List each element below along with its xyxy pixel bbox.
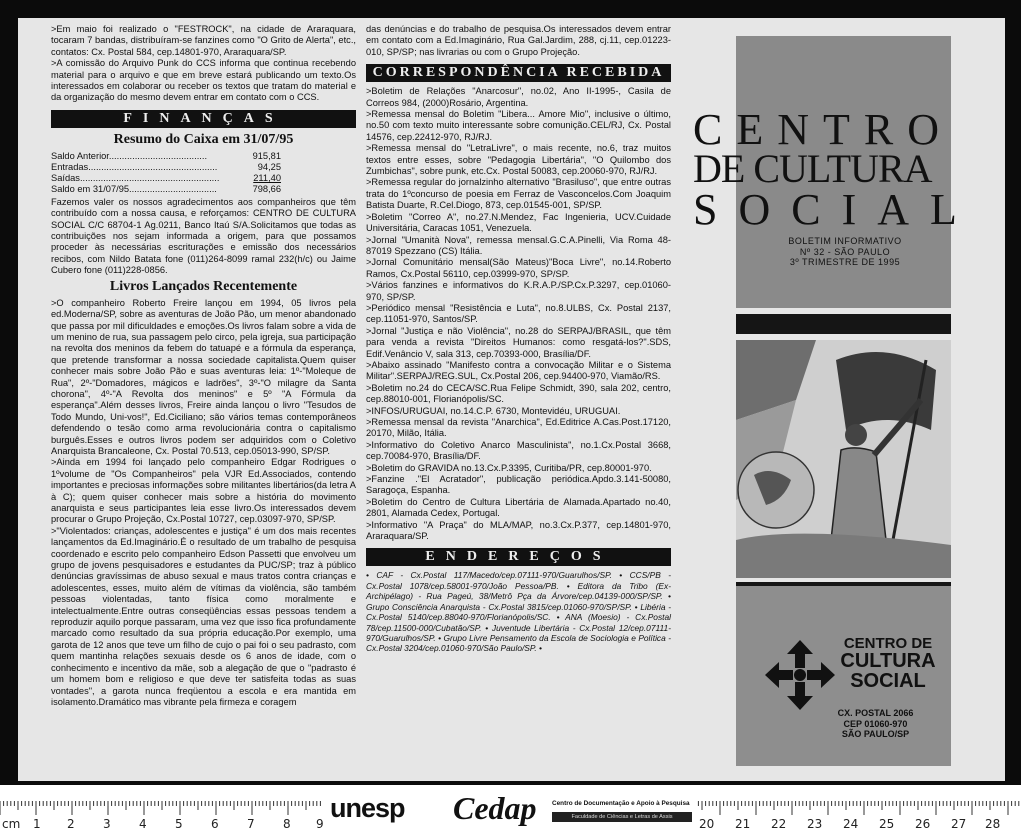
list-item: >Abaixo assinado "Manifesto contra a convocação Militar e o Sistema Militar".SERPAJ/REG.SUL, Cx.Postal 206, cep.94400-970, Viamão/RS. [366,359,671,382]
list-item: >Boletim de Relações "Anarcosur", no.02, Ano II-1995-, Casila de Correos 984, (2000)Rosário, Argentina. [366,86,671,108]
postal-line: CX. POSTAL 2066 [837,708,914,718]
paragraph: >Ainda em 1994 foi lançado pelo companheiro Edgar Rodrigues o 1ºvolume de "Os Companheiros" pela VJR Ed.Associados, contendo importantes e preciosas informações sobre militantes libertários(da letra A à C); quem quiser conhecer mais sobre a história do movimento anarquista e seus participantes leia esse livro.Os interessados devem procurar o Grupo Projeção, Cx.Postal 10727, cep.03097-970, SP/SP. [51,457,356,525]
caixa-label: Saldo em 31/07/95.................................. [51,183,217,194]
list-item: >Remessa mensal da revista "Anarchica", Ed.Editrice A.Cas.Post.17120, 20170, Milão, Itália. [366,417,671,439]
list-item: >Boletim "Correo A", no.27.N.Mendez, Fac Ingenieria, UCV.Cuidade Universitária, Caracas 1051, Venezuela. [366,211,671,234]
postal-address [823,708,928,740]
logo-line: CENTRO DE [843,635,933,652]
ruler-number: 5 [175,817,183,831]
ruler-number: 1 [33,817,41,831]
ruler-number: 2 [67,817,75,831]
list-item: >Jornal "Justiça e não Violência", no.28 do SERPAJ/BRASIL, que têm para venda a revista "Direitos Humanos: como resgatá-los?".SDS, Edif.Venâncio V, sala 313, cep.70393-000, Brasília/DF. [366,325,671,359]
cover-panel [683,18,1005,781]
paragraph: Fazemos valer os nossos agradecimentos aos companheiros que têm contribuído com a nossa causa, e reforçamos: CENTRO DE CULTURA SOCIAL C/C 68704-1 Ag.0211, Banco Itaú S/A.Solicitamos que todas as contribuições nos sejam informada a origem, para que possamos proceder às necessárias escriturações e emissão dos necessários recibos, com Nildo Batata fone (011)264-8099 ramal 232(h/c) ou Jaime Cubero fone (011)228-0856. [51,196,356,276]
ruler-number: 3 [103,817,111,831]
correspondencia-heading: CORRESPONDÊNCIA RECEBIDA [366,64,671,82]
paragraph: >O companheiro Roberto Freire lançou em 1994, 05 livros pela ed.Moderna/SP, sobre as aventuras de João Pão, um menor abandonado que passa por mil dificuldades e emoções.Os livros falam sobre a vida de um menino de rua, sua passagem pelo circo, pela igreja, sua participação na revolta dos meninos da febem do tatuapé e a fórmula da esperança, que pretende transformar a nossa sociedade capitalista.Quem quiser conhecer mais sobre João Pão e suas aventuras leia: 1º-"Moleque de Rua", 2º-"Domadores, mágicos e ladrões", 3º-"O milagre da Santa chorona", 4º-"A Revolta dos meninos" e 5º "A Fórmula da esperança".Além desses livros, Freire ainda lançou o livro "Tesudos de Todo Mundo, Uni-vos!", Ed.Ciciliano; são vários temas contemporâneos defendendo o tesão como arma revolucionária contra o capitalismo burguês.Esses e outros livros podem ser adquiridos com o Coletivo Anarquista Brancaleone, Cx. Postal 70.513, cep.05013-990, SP/SP. [51,297,356,456]
caixa-label: Saídas...................................................... [51,172,220,183]
postal-line: CEP 01060-970 [843,718,908,729]
logo-line: SOCIAL [850,670,926,692]
left-column [51,24,356,708]
list-item: >Periódico mensal "Resistência e Luta", no.8.ULBS, Cx. Postal 2137, cep.11051-970, Santos/SP. [366,302,671,325]
issue-line: Nº 32 - SÃO PAULO [799,246,891,257]
caixa-label: Saldo Anterior...................................... [51,150,208,161]
caixa-label: Entradas.................................................. [51,161,218,172]
list-item: >Informativo "A Praça" do MLA/MAP, no.3.Cx.P.377, cep.14801-970, Araraquara/SP. [366,519,671,542]
title-line: SOCIAL [693,185,978,234]
ruler-number: 20 [699,817,715,831]
ruler-number: 25 [879,817,895,831]
list-item: >Vários fanzines e informativos do K.R.A.P./SP.Cx.P.3297, cep.01060-970, SP/SP. [366,280,671,302]
table-row [51,151,281,162]
logo-wordmark [833,636,943,691]
ruler-number: 6 [211,817,219,831]
ruler-number: 24 [843,817,859,831]
document-page [18,18,1005,781]
ruler-number: 9 [316,817,324,831]
ruler-number: 23 [807,817,823,831]
unesp-logo: unesp [330,793,405,823]
list-item: >Informativo do Coletivo Anarco Masculinista", no.1.Cx.Postal 3668, cep.70084-970, Brasília/DF. [366,439,671,462]
list-item: >Remessa mensal do "LetraLivre", o mais recente, no.6, traz muitos textos entre esses, sobre "Pedagogia Libertária", "O Quilombo dos Zumbichas", sobre punk, etc.Cx. Postal 50083, cep.20060-970, RJ/RJ. [366,143,671,177]
paragraph: >A comissão do Arquivo Punk do CCS informa que continua recebendo material para o arquivo e que em breve estará publicando um texto.Os interessados em colaborar ou receber os textos que tratam do material e da organização do mesmo devem entrar em contato com o CCS. [51,58,356,103]
middle-column [366,24,671,654]
caixa-value: 211,40 [253,172,281,183]
title-line: DE CULTURA [693,146,932,191]
ruler-number: 8 [283,817,291,831]
ruler-number: 7 [247,817,255,831]
ruler-number: 26 [915,817,931,831]
ruler-number: 21 [735,817,751,831]
paragraph: >"Violentados: crianças, adolescentes e justiça" é um dos mais recentes lançamentos da Ed.Imaginário.É o resultado de um trabalho de pesquisa coordenado e escrito pelo companheiro Edson Passetti que envolveu um grupo de jovens pesquisadores e estudantes da PUC/SP; traz à público denúncias gravíssimas de abuso sexual e maus tratos contra crianças e adolescentes, esses, muito além de vítimas da violência, são também pessoas violentadas, tanto física como moralmente e intelectualmente.Entre outras conseqüências essas pessoas tendem a reproduzir aquilo porque passaram, uma vez que isso fica profundamente marcado como resultado da sua própria educação.Por exemplo, uma garota de 12 anos que teve um filho de cujo o pai foi o seu padrasto, com quem mantinha relações sexuais desde os 6 anos de idade, com o conhecimento e incentivo da mãe, sob a alegação de que o "padrasto é um homem bom e religioso e que deve ter satisfeita todas as suas vontades", a garota nunca freqüentou a escola e era mantida em isolamento.Dramático mas vibrante pela firmeza e coragem [51,525,356,707]
cedap-caption: Centro de Documentação e Apoio à Pesquisa [552,800,690,807]
financas-heading: FINANÇAS [51,110,356,128]
list-item: >Remessa mensal do Boletim "Libera... Amore Mio", inclusive o último, no.50 com texto muito interessante sobre comunição.CEL/RJ, Cx. Postal 14576, cep.22412-970, RJ/RJ. [366,109,671,142]
table-row [51,162,281,173]
worker-flag-illustration [736,340,951,578]
caixa-value: 915,81 [252,150,281,161]
cedap-logo: Cedap [453,790,537,826]
title-line: CENTRO [693,105,953,154]
list-item: >Boletim do Centro de Cultura Libertária de Alamada.Apartado no.40, 2801, Alamada Cedex, Portugal. [366,496,671,519]
ccs-logo-icon [765,640,835,710]
list-item: >Boletim no.24 do CECA/SC.Rua Felipe Schmidt, 390, sala 202, centro, cep.88010-001, Florianópolis/SC. [366,382,671,405]
list-item: >Jornal "Umanità Nova", remessa mensal.G.C.A.Pinelli, Via Roma 48-87019 Spezzano (CS) Itália. [366,234,671,256]
cedap-subcaption: Faculdade de Ciências e Letras de Assis [552,812,692,822]
caixa-value: 94,25 [257,161,281,172]
caixa-heading: Resumo do Caixa em 31/07/95 [113,131,294,147]
list-item: >Fanzine ."El Acratador", publicação periódica.Apdo.3.141-50080, Saragoça, Espanha. [366,474,671,496]
illustration-icon [736,340,951,578]
ruler-number: 22 [771,817,787,831]
caixa-value: 798,66 [252,183,281,194]
list-item: >Remessa regular do jornalzinho alternativo "Brasiluso", que entre outras trata do 1ºconcurso de poesia em Ferraz de Vasconcelos.Com Joaquim Batista Duarte, R.Cel.Diogo, 873, cep.01545-001, SP/SP. [366,177,671,211]
issue-info [780,236,910,268]
list-item: >Boletim do GRAVIDA no.13.Cx.P.3395, Curitiba/PR, cep.80001-970. [366,462,652,473]
caixa-table [51,151,281,195]
paragraph: das denúncias e do trabalho de pesquisa.Os interessados devem entrar em contato com a Ed.Imaginário, Rua Gal.Jardim, 288, cj.11, cep.01223-010, SP/SP; nas livrarias ou com o Grupo Projeção. [366,24,671,57]
livros-heading: Livros Lançados Recentemente [109,278,298,294]
ruler-number: 28 [985,817,1001,831]
logo-line: CULTURA [840,650,936,672]
ruler-number: 4 [139,817,147,831]
divider-bar [736,314,951,334]
list-item: >INFOS/URUGUAI, no.14.C.P. 6730, Montevidéu, URUGUAI. [366,405,621,416]
address-list: • CAF - Cx.Postal 117/Macedo/cep.07111-970/Guarulhos/SP. • CCS/PB - Cx.Postal 1078/cep.58001-970/João Pessoa/PB. • Editora da Tribo (Ex-Archipélago) - Rua Pageú, 38/Metrô Pça da Árvore/cep.04139-000/SP/SP. • Grupo Consciência Anarquista - Cx.Postal 3815/cep.01060-970/SP/SP. • Libéria - Cx.Postal 5140/cep.88040-970/Florianópolis/SC. • ANA (Moesio) - Cx.Postal 78/cep.11500-000/Cubatão/SP. • Juventude Libertária - Cx.Postal 12/cep.07111-970/Guarulhos/SP. • Grupo Livre Pensamento da Escola de Sociologia e Política - Cx.Postal 3204/cep.01060-970/São Paulo/SP. • [366,570,671,654]
list-item: >Jornal Comunitário mensal(São Mateus)"Boca Livre", no.14.Roberto Ramos, Cx.Postal 56110, cep.03999-970, SP/SP. [366,257,671,279]
issue-line: BOLETIM INFORMATIVO [788,236,902,246]
ruler-unit: cm [2,817,21,831]
ruler-number: 27 [951,817,967,831]
postal-line: SÃO PAULO/SP [841,729,910,739]
enderecos-heading: ENDEREÇOS [366,548,671,566]
issue-line: 3º TRIMESTRE DE 1995 [789,257,901,267]
table-row [51,184,281,195]
paragraph: >Em maio foi realizado o "FESTROCK", na cidade de Araraquara, tocaram 7 bandas, distribuíram-se fanzines como "O Grito de Alerta", etc., contatos: Cx. Postal 584, cep.14801-970, Araraquara/SP. [51,24,356,57]
table-row [51,173,281,184]
